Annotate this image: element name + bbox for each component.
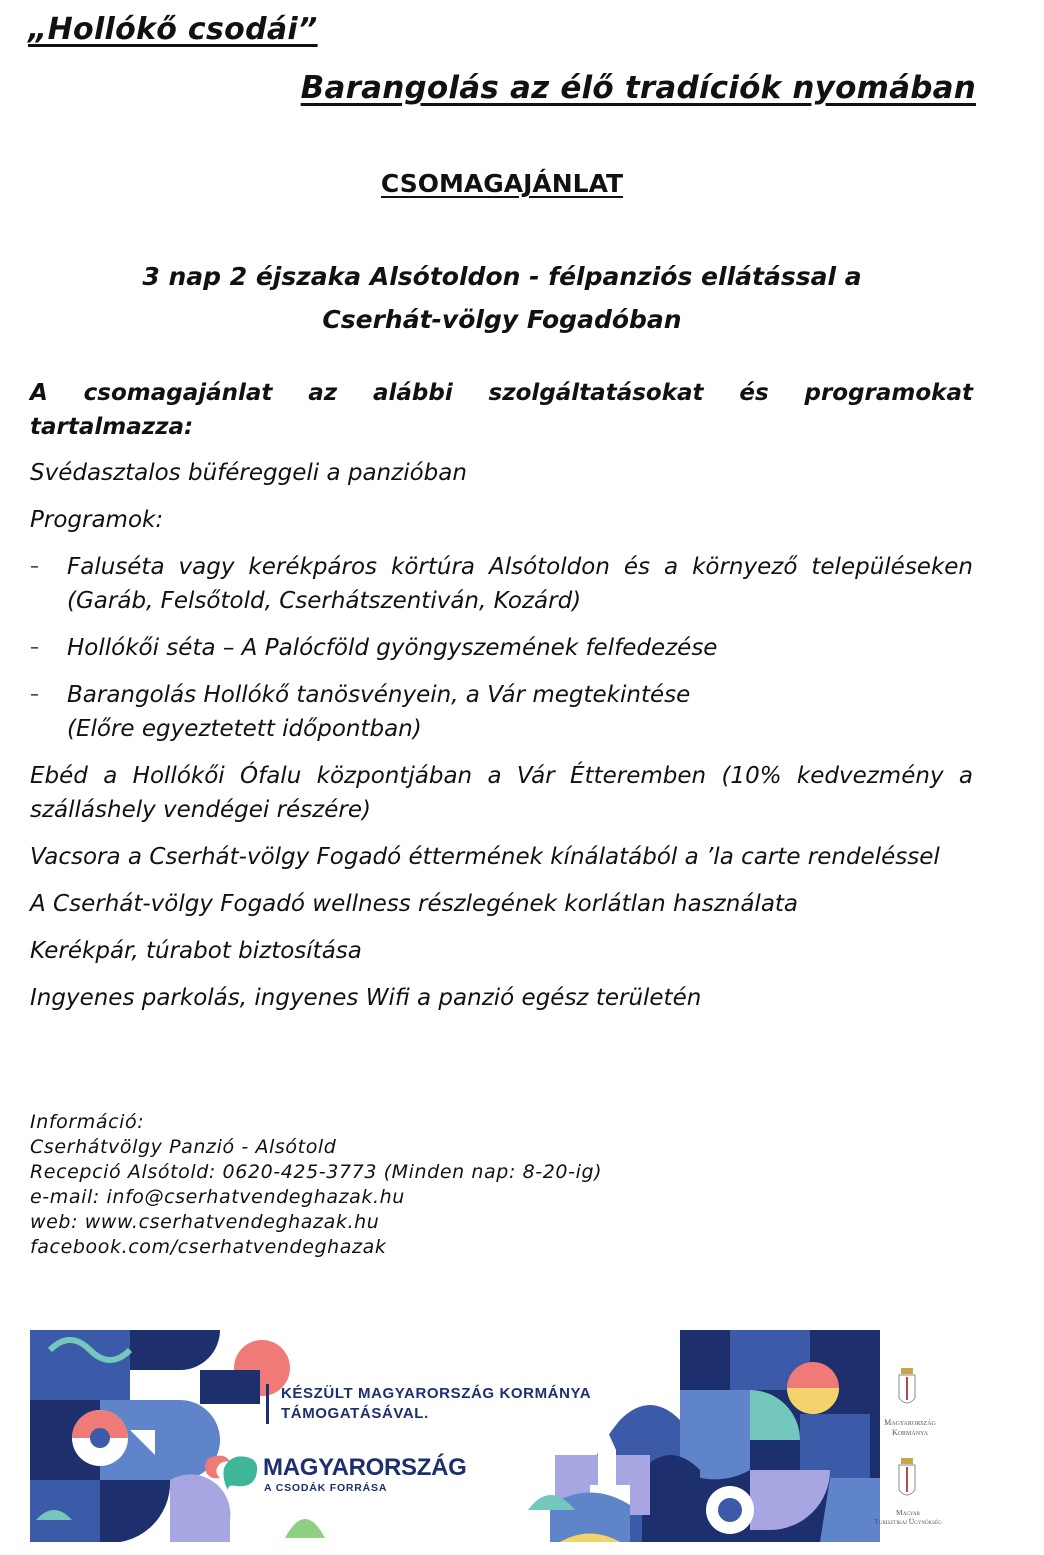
government-crest-icons	[30, 1330, 960, 1542]
dash-bullet-icon: –	[30, 556, 39, 577]
offer-subheading-line2: Cserhát-völgy Fogadóban	[322, 305, 682, 334]
banner-caption-line2: TÁMOGATÁSÁVAL.	[281, 1405, 429, 1422]
offer-intro: A csomagajánlat az alábbi szolgáltatásokat és programokat tartalmazza:	[30, 380, 973, 440]
government-label-line2: Kormánya	[891, 1428, 929, 1437]
banner-caption-line1: KÉSZÜLT MAGYARORSZÁG KORMÁNYA	[281, 1385, 592, 1402]
agency-label-line1: Magyar	[896, 1508, 920, 1517]
dash-bullet-icon: –	[30, 637, 39, 658]
lunch-item: Ebéd a Hollókői Ófalu központjában a Vár Étteremben (10% kedvezmény a szálláshely vendégei részére)	[30, 763, 973, 823]
info-email[interactable]: e-mail: info@cserhatvendeghazak.hu	[30, 1186, 405, 1208]
offer-subheading-line1: 3 nap 2 éjszaka Alsótoldon - félpanziós ellátással a	[142, 262, 862, 291]
program-text: Barangolás Hollókő tanösvényein, a Vár megtekintése	[67, 682, 691, 708]
offer-content	[30, 376, 973, 1015]
program-item	[30, 631, 973, 665]
document-title: „Hollókő csodái”	[28, 12, 318, 47]
programs-label: Programok:	[30, 507, 164, 533]
programs-list	[30, 550, 973, 746]
program-item	[30, 678, 973, 746]
program-item	[30, 550, 973, 618]
program-note: (Előre egyeztetett időpontban)	[67, 716, 422, 742]
support-banner	[30, 1330, 960, 1542]
contact-info	[30, 1110, 602, 1260]
info-facebook[interactable]: facebook.com/cserhatvendeghazak	[30, 1236, 387, 1258]
agency-label	[856, 1508, 960, 1526]
government-label-line1: Magyarország	[884, 1418, 936, 1427]
banner-caption	[266, 1384, 591, 1424]
agency-label-line2: Turisztikai Ügynökség	[874, 1517, 942, 1526]
bike-item: Kerékpár, túrabot biztosítása	[30, 938, 362, 964]
info-name: Cserhátvölgy Panzió - Alsótold	[30, 1136, 337, 1158]
dinner-item: Vacsora a Cserhát-völgy Fogadó éttermének kínálatából a ’la carte rendeléssel	[30, 844, 940, 870]
info-label: Információ:	[30, 1111, 145, 1133]
program-text: Faluséta vagy kerékpáros körtúra Alsótoldon és a környező településeken (Garáb, Felsőtold, Cserhátszentiván, Kozárd)	[67, 554, 973, 614]
offer-heading: CSOMAGAJÁNLAT	[380, 169, 624, 198]
magyarorszag-logo-icon	[202, 1446, 262, 1490]
breakfast-item: Svédasztalos büféreggeli a panzióban	[30, 460, 467, 486]
program-text: Hollókői séta – A Palócföld gyöngyszemének felfedezése	[67, 635, 718, 661]
brand-name: MAGYARORSZÁG	[263, 1454, 467, 1481]
dash-bullet-icon: –	[30, 684, 39, 705]
wellness-item: A Cserhát-völgy Fogadó wellness részlegének korlátlan használata	[30, 891, 799, 917]
government-label	[870, 1418, 950, 1438]
offer-subheading	[40, 255, 964, 341]
document-subtitle: Barangolás az élő tradíciók nyomában	[300, 70, 976, 106]
info-web[interactable]: web: www.cserhatvendeghazak.hu	[30, 1211, 380, 1233]
info-reception: Recepció Alsótold: 0620-425-3773 (Minden nap: 8-20-ig)	[30, 1161, 603, 1183]
parking-item: Ingyenes parkolás, ingyenes Wifi a panzió egész területén	[30, 985, 702, 1011]
brand-slogan: A CSODÁK FORRÁSA	[264, 1482, 388, 1494]
